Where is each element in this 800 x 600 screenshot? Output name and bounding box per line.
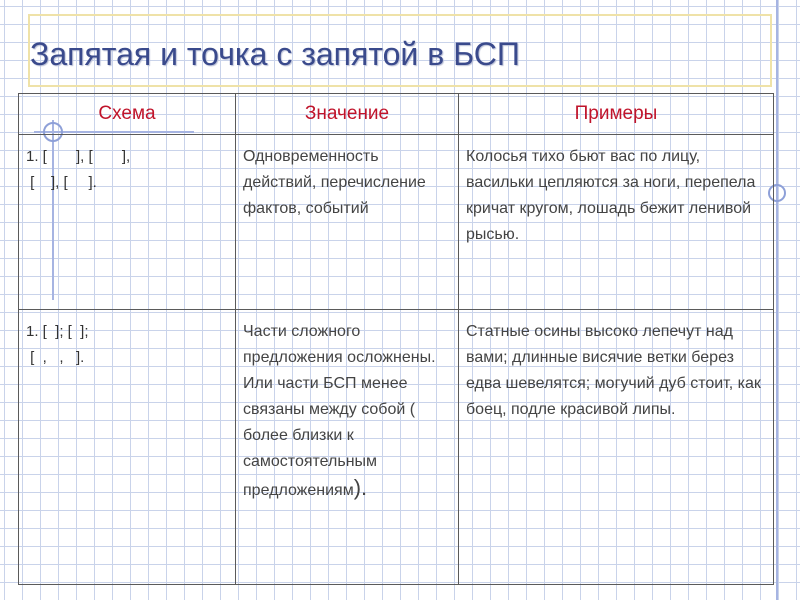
decor-line xyxy=(770,14,772,87)
schema-line: 1. [ ], [ ], xyxy=(26,148,131,165)
schema-cell xyxy=(19,135,236,310)
meaning-cell xyxy=(236,310,459,585)
meaning-text: Одновременность действий, перечисление фактов, событий xyxy=(243,148,426,217)
example-text: Статные осины высоко лепечут над вами; длинные висячие ветки берез едва шевелятся; могучий дуб стоит, как боец, подле красивой липы. xyxy=(466,323,761,418)
meaning-text-wrap xyxy=(237,311,457,504)
schema-line: 1. [ ]; [ ]; xyxy=(26,323,89,340)
meaning-end: ). xyxy=(353,475,368,500)
header-examples: Примеры xyxy=(459,94,774,135)
example-cell xyxy=(459,310,774,585)
table-row xyxy=(19,135,774,310)
schema-line: [ ], [ ]. xyxy=(26,174,97,191)
header-schema: Схема xyxy=(19,94,236,135)
meaning-text: Части сложного предложения осложнены. Или части БСП менее связаны между собой ( более близки к самостоятельным предложениям xyxy=(243,323,436,499)
schema-line: [ , , ]. xyxy=(26,349,85,366)
decor-line xyxy=(28,14,772,16)
table-header-row xyxy=(19,94,774,135)
schema-cell xyxy=(19,310,236,585)
rules-table xyxy=(18,93,774,585)
example-cell xyxy=(459,135,774,310)
header-meaning: Значение xyxy=(236,94,459,135)
decor-line xyxy=(28,85,772,87)
page-title: Запятая и точка с запятой в БСП xyxy=(30,36,520,72)
meaning-cell xyxy=(236,135,459,310)
decor-line xyxy=(776,0,778,600)
table-row xyxy=(19,310,774,585)
example-text: Колосья тихо бьют вас по лицу, васильки цепляются за ноги, перепела кричат кругом, лошадь бежит ленивой рысью. xyxy=(466,148,756,243)
